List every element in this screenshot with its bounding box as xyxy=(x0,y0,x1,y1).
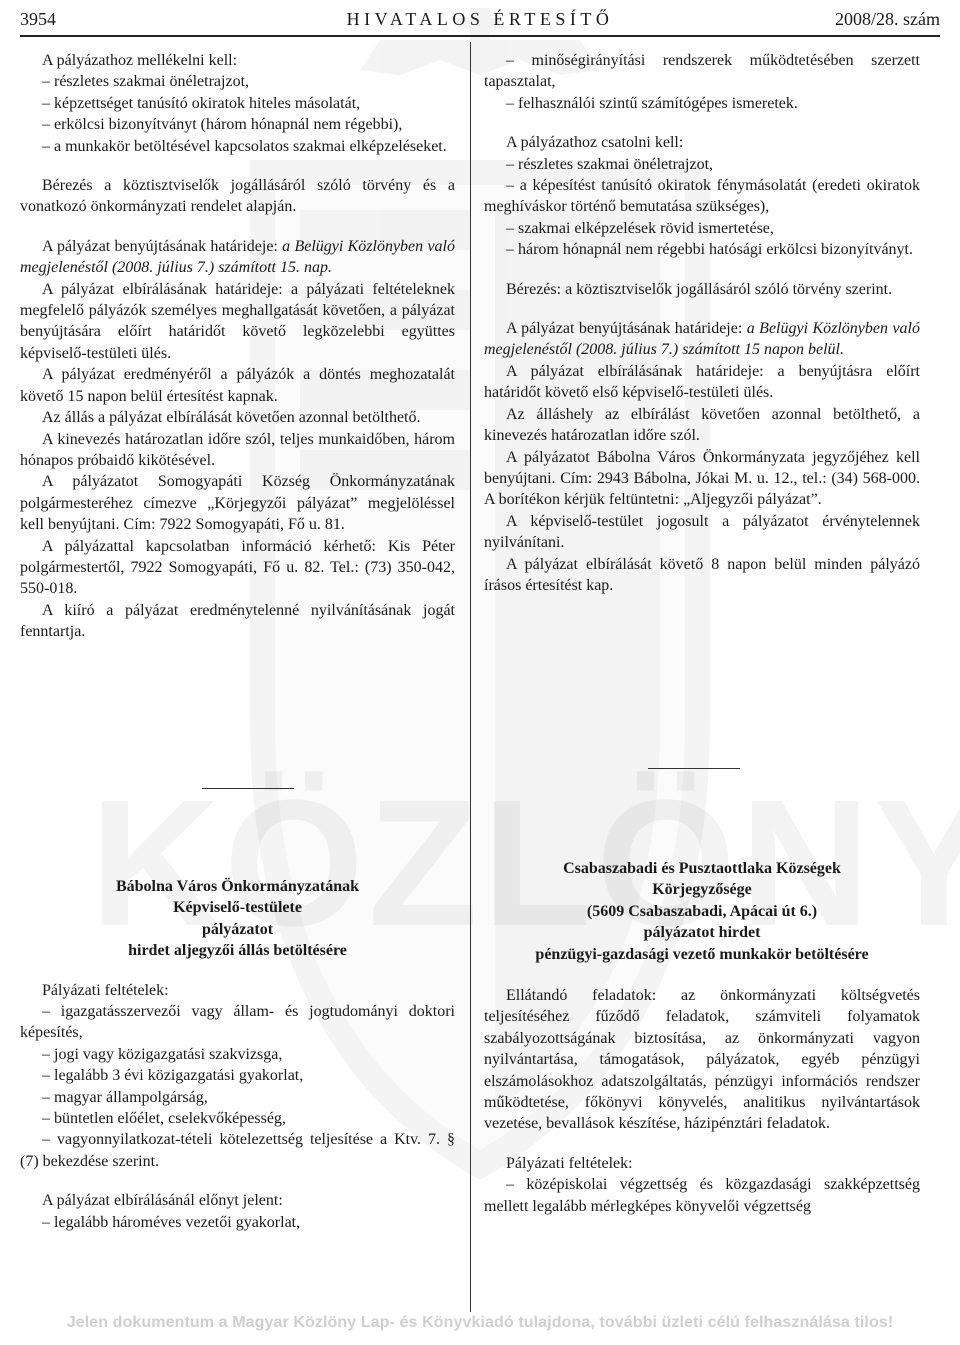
paragraph: Az álláshely az elbírálást követően azonnal betölthető, a kinevezés határozatlan időre szól. xyxy=(484,405,920,445)
list-item: – részletes szakmai önéletrajzot, xyxy=(506,155,714,173)
list-item: – szakmai elképzelések rövid ismertetése, xyxy=(506,219,774,237)
advantage-intro: A pályázat elbírálásánál előnyt jelent: xyxy=(42,1192,283,1210)
right-column-top xyxy=(484,50,920,596)
deadline-italic: a Belügyi Közlönyben való megjelenéstől (2008. július 7.) számított 15 napon belül. xyxy=(484,320,920,359)
list-item: – felhasználói szintű számítógépes ismeretek. xyxy=(506,94,798,112)
paragraph: A pályázat elbírálásának határideje: a pályázati feltételeknek megfelelő pályázók személyes meghallgatását követően, a pályázat benyújtására előírt határidőt követő legközelebbi együttes képviselő-testületi ülés. xyxy=(20,280,455,362)
list-item: – legalább 3 évi közigazgatási gyakorlat, xyxy=(42,1067,304,1085)
paragraph: A kinevezés határozatlan időre szól, teljes munkaidőben, három hónapos próbaidő kikötésével. xyxy=(20,430,455,469)
announcement-title: Csabaszabadi és Pusztaottlaka Községek Körjegyzősége (5609 Csabaszabadi, Apácai út 6.) pályázatot hirdet pénzügyi-gazdasági vezető munkakör betöltésére xyxy=(535,860,869,963)
paragraph: A pályázatot Somogyapáti Község Önkormányzatának polgármesteréhez címezve „Körjegyzői pályázat” megjelöléssel kell benyújtani. Cím: 7922 Somogyapáti, Fő u. 81. xyxy=(20,473,455,534)
paragraph: A pályázat elbírálását követő 8 napon belül minden pályázó írásos értesítést kap. xyxy=(484,555,920,594)
publication-title: HIVATALOS ÉRTESÍTŐ xyxy=(346,9,614,29)
list-item: – igazgatásszervezői vagy állam- és jogtudományi doktori képesítés, xyxy=(20,1003,455,1042)
attachments-intro: A pályázathoz mellékelni kell: xyxy=(42,52,238,69)
deadline-paragraph: A pályázat benyújtásának határideje: a Belügyi Közlönyben való megjelenéstől (2008. július 7.) számított 15 napon belül. xyxy=(484,320,920,359)
paragraph: A pályázatot Bábolna Város Önkormányzata jegyzőjéhez kell benyújtani. Cím: 2943 Bábolna, Jókai M. u. 12., tel.: (34) 568-000. A borítékon kérjük feltüntetni: „Aljegyzői pályázat”. xyxy=(484,448,920,509)
duties-paragraph: Ellátandó feladatok: az önkormányzati költségvetés teljesítéséhez fűződő feladatok, számviteli folyamatok szabályozottságának biztosítása, az önkormányzati vagyon nyilvántartása, támogatások, pályázatok, egyéb pénzügyi elszámolásokhoz adatszolgáltatás, pénzügyi információs rendszer működtetése, főkönyvi könyvelés, analitikus nyilvántartások vezetése, bevallások készítése, házipénztári feladatok. xyxy=(484,987,920,1133)
page-header xyxy=(20,7,940,33)
paragraph: Az állás a pályázat elbírálását követően azonnal betölthető. xyxy=(42,409,421,427)
list-item: – vagyonnyilatkozat-tételi kötelezettség teljesítése a Ktv. 7. § (7) bekezdése szerint. xyxy=(20,1131,455,1170)
list-item: – jogi vagy közigazgatási szakvizsga, xyxy=(42,1045,283,1063)
list-item: – legalább hároméves vezetői gyakorlat, xyxy=(42,1213,301,1231)
salary-paragraph: Bérezés: a köztisztviselők jogállásáról szóló törvény szerint. xyxy=(506,280,893,298)
list-item: – magyar állampolgárság, xyxy=(42,1088,208,1106)
section-separator xyxy=(202,788,294,789)
list-item: – képzettséget tanúsító okiratok hiteles másolatát, xyxy=(42,94,361,112)
conditions-intro: Pályázati feltételek: xyxy=(506,1154,633,1172)
list-item: – részletes szakmai önéletrajzot, xyxy=(42,73,250,91)
salary-paragraph: Bérezés a köztisztviselők jogállásáról szóló törvény és a vonatkozó önkormányzati rendelet alapján. xyxy=(20,177,455,216)
paragraph: A pályázattal kapcsolatban információ kérhető: Kis Péter polgármestertől, 7922 Somogyapáti, Fő u. 82. Tel.: (73) 350-042, 550-018. xyxy=(20,537,455,598)
header-rule xyxy=(20,35,940,37)
paragraph: A kiíró a pályázat eredménytelenné nyilvánításának jogát fenntartja. xyxy=(20,601,455,641)
deadline-paragraph: A pályázat benyújtásának határideje: a Belügyi Közlönyben való megjelenéstől (2008. július 7.) számított 15. nap. xyxy=(20,237,455,277)
paragraph: A képviselő-testület jogosult a pályázatot érvénytelennek nyilvánítani. xyxy=(484,512,920,552)
ownership-watermark: Jelen dokumentum a Magyar Közlöny Lap- és Könyvkiadó tulajdona, további üzleti célú felhasználása tilos! xyxy=(66,1314,894,1331)
list-item: – büntetlen előélet, cselekvőképesség, xyxy=(42,1110,286,1128)
paragraph: A pályázat eredményéről a pályázók a döntés meghozatalát követő 15 napon belül értesítést kapnak. xyxy=(20,366,455,405)
announcement-title: Bábolna Város Önkormányzatának Képviselő-testülete pályázatot hirdet aljegyzői állás betöltésére xyxy=(115,878,359,960)
paragraph: A pályázat elbírálásának határideje: a benyújtásra előírt határidőt követő első képviselő-testületi ülés. xyxy=(484,362,920,402)
deadline-italic: a Belügyi Közlönyben való megjelenéstől (2008. július 7.) számított 15. nap. xyxy=(20,237,455,277)
list-item: – erkölcsi bizonyítványt (három hónapnál nem régebbi), xyxy=(42,116,403,134)
list-item: – a képesítést tanúsító okiratok fénymásolatát (eredeti okiratok meghíváskor történő bemutatása szükséges), xyxy=(484,177,920,216)
attachments-intro: A pályázathoz csatolni kell: xyxy=(506,134,684,152)
list-item: – minőségirányítási rendszerek működtetésében szerzett tapasztalat, xyxy=(484,52,920,91)
page-number: 3954 xyxy=(20,9,56,29)
list-item: – középiskolai végzettség és közgazdasági szakképzettség mellett legalább mérlegképes könyvelői végzettség xyxy=(484,1176,920,1215)
issue-number: 2008/28. szám xyxy=(835,9,940,29)
csabaszabadi-announcement xyxy=(484,858,920,1217)
left-column-top xyxy=(20,50,455,643)
conditions-intro: Pályázati feltételek: xyxy=(42,981,169,999)
list-item: – a munkakör betöltésével kapcsolatos szakmai elképzeléseket. xyxy=(42,137,447,155)
column-divider xyxy=(470,42,471,1312)
section-separator xyxy=(648,768,740,769)
list-item: – három hónapnál nem régebbi hatósági erkölcsi bizonyítványt. xyxy=(506,241,913,259)
babolna-announcement xyxy=(20,876,455,1233)
